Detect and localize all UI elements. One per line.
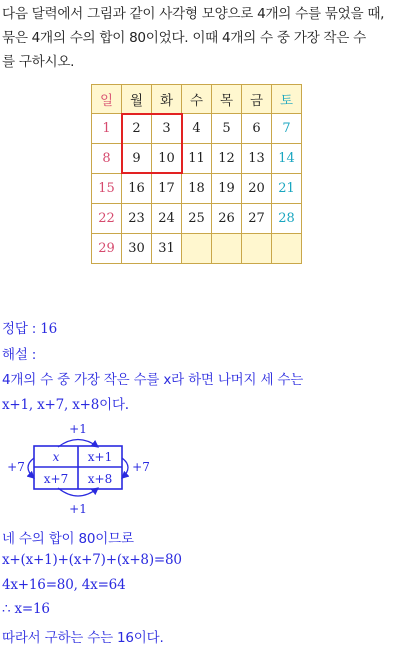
day-header-wed: 수: [182, 85, 212, 114]
calendar-day: 3: [152, 114, 182, 144]
calendar-day: 11: [182, 144, 212, 174]
calendar-week: [92, 174, 302, 204]
label-left: +7: [7, 460, 25, 474]
label-right: +7: [132, 460, 150, 474]
calendar-empty-cell: [242, 234, 272, 264]
calendar-day: 22: [92, 204, 122, 234]
sum-diagram: [0, 420, 160, 520]
calendar-day: 10: [152, 144, 182, 174]
diagram-cell: x+8: [87, 472, 113, 486]
label-bottom: +1: [69, 502, 87, 516]
calendar-day: 8: [92, 144, 122, 174]
diagram-cell: x: [52, 450, 60, 464]
diagram-cell: x+7: [43, 472, 69, 486]
calendar-day: 21: [272, 174, 302, 204]
problem-line: 를 구하시오.: [2, 54, 75, 70]
calendar-day: 17: [152, 174, 182, 204]
calendar-day: 24: [152, 204, 182, 234]
explanation-line-4: x+(x+1)+(x+7)+(x+8)=80: [2, 552, 182, 568]
day-header-thu: 목: [212, 85, 242, 114]
calendar-day: 20: [242, 174, 272, 204]
calendar-day: 12: [212, 144, 242, 174]
calendar-day: 18: [182, 174, 212, 204]
explanation-line-5: 4x+16=80, 4x=64: [2, 577, 126, 593]
problem-line: 묶은 4개의 수의 합이 80이었다. 이때 4개의 수 중 가장 작은 수: [2, 30, 366, 46]
calendar-day: 14: [272, 144, 302, 174]
problem-text: [2, 2, 400, 74]
calendar-day: 6: [242, 114, 272, 144]
explanation-line-7: 따라서 구하는 수는 16이다.: [2, 630, 164, 646]
calendar-day: 31: [152, 234, 182, 264]
calendar-day: 9: [122, 144, 152, 174]
answer-line: [2, 317, 57, 337]
calendar-day: 7: [272, 114, 302, 144]
day-header-sun: 일: [92, 85, 122, 114]
answer-value: 16: [40, 321, 57, 337]
arrow-left: [28, 458, 34, 478]
calendar-empty-cell: [182, 234, 212, 264]
label-top: +1: [69, 422, 87, 436]
calendar-day: 27: [242, 204, 272, 234]
calendar-week: [92, 234, 302, 264]
calendar-day: 25: [182, 204, 212, 234]
calendar-day: 19: [212, 174, 242, 204]
calendar-empty-cell: [272, 234, 302, 264]
calendar-day: 30: [122, 234, 152, 264]
calendar-day: 28: [272, 204, 302, 234]
calendar-week: [92, 144, 302, 174]
calendar-day: 4: [182, 114, 212, 144]
calendar-week: [92, 114, 302, 144]
explanation-line-6: ∴ x=16: [2, 601, 50, 617]
calendar-header-row: [92, 85, 302, 114]
calendar-day: 2: [122, 114, 152, 144]
explanation-line-1: 4개의 수 중 가장 작은 수를 x라 하면 나머지 세 수는: [2, 372, 304, 388]
day-header-fri: 금: [242, 85, 272, 114]
day-header-mon: 월: [122, 85, 152, 114]
calendar-empty-cell: [212, 234, 242, 264]
calendar-day: 1: [92, 114, 122, 144]
arrow-right: [122, 458, 128, 478]
day-header-sat: 토: [272, 85, 302, 114]
explanation-label: 해설 :: [2, 347, 37, 363]
calendar-day: 13: [242, 144, 272, 174]
calendar-day: 26: [212, 204, 242, 234]
calendar-day: 16: [122, 174, 152, 204]
calendar-day: 23: [122, 204, 152, 234]
problem-line: 다음 달력에서 그림과 같이 사각형 모양으로 4개의 수를 묶었을 때,: [2, 6, 385, 22]
day-header-tue: 화: [152, 85, 182, 114]
diagram-cell: x+1: [87, 450, 113, 464]
calendar-table: [91, 84, 302, 264]
answer-label: 정답 :: [2, 321, 37, 337]
calendar-week: [92, 204, 302, 234]
explanation-line-2: x+1, x+7, x+8이다.: [2, 397, 129, 413]
calendar-day: 15: [92, 174, 122, 204]
calendar-day: 5: [212, 114, 242, 144]
explanation-line-3: 네 수의 합이 80이므로: [2, 531, 134, 547]
calendar-day: 29: [92, 234, 122, 264]
